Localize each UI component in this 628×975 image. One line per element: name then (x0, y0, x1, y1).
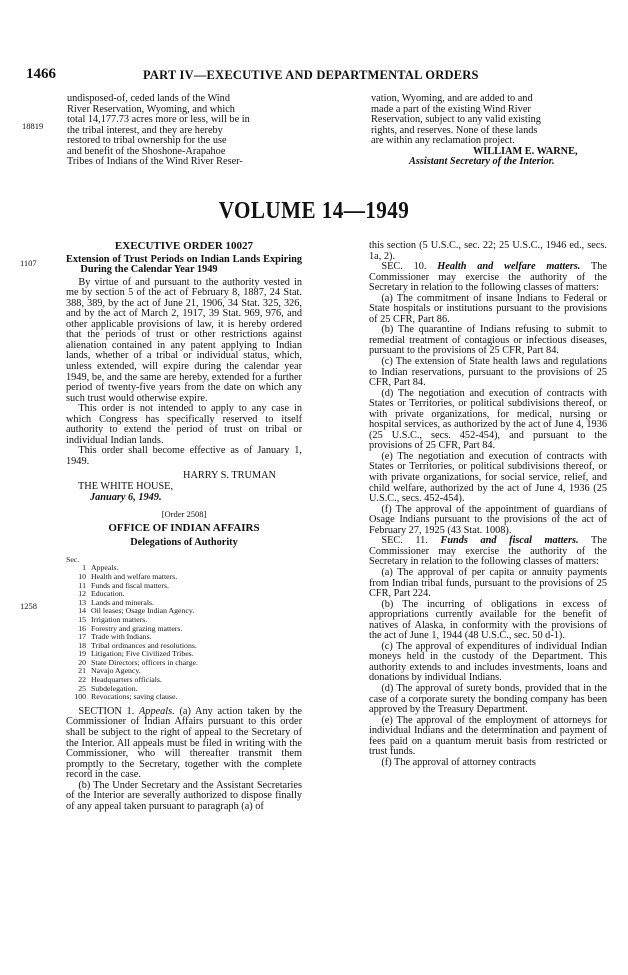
order-date: January 6, 1949. (90, 491, 162, 503)
list-item: 22 Headquarters officials. (78, 675, 162, 685)
paragraph: (e) The negotiation and execution of contracts with States or Territories, or political subdivisions thereof, or with private organizations, for social service, relief, and child welfare, authorized by the act of June 4, 1936 (25 U.S.C., secs. 452-454). (369, 450, 607, 505)
left-column (66, 241, 302, 812)
paragraph: (f) The approval of the appointment of guardians of Osage Indians pursuant to the provisions of the act of February 27, 1925 (43 Stat. 1008). (369, 503, 607, 536)
list-item: 21 Navajo Agency. (78, 666, 141, 676)
list-item: 19 Litigation; Five Civilized Tribes. (78, 649, 194, 659)
paragraph: This order is not intended to apply to any case in which Congress has specifically reserved to itself authority to extend the period of trust on tribal or individual Indian lands. (66, 403, 302, 446)
list-item: 18 Tribal ordinances and resolutions. (78, 640, 197, 650)
list-item: 15 Irrigation matters. (78, 614, 148, 624)
paragraph: (b) The incurring of obligations in excess of appropriations currently available for the benefit of natives of Alaska, in conformity with the provisions of the act of June 1, 1944 (48 U.S.C., sec. 50 d-1). (369, 598, 607, 642)
order-title: EXECUTIVE ORDER 10027 (114, 240, 254, 252)
office-title: OFFICE OF INDIAN AFFAIRS (108, 521, 260, 534)
order-number: [Order 2508] (161, 509, 207, 520)
list-item: 14 Oil leases; Osage Indian Agency. (78, 606, 195, 616)
contents-list (66, 556, 302, 702)
paragraph: (b) The Under Secretary and the Assistant Secretaries of the Interior are severally authorized to dispose finally of any appeal taken pursuant to paragraph (a) of (66, 779, 302, 812)
paragraph: (f) The approval of attorney contracts (381, 756, 536, 768)
margin-note: 1258 (20, 601, 37, 611)
paragraph: (c) The extension of State health laws and regulations to Indian reservations, pursuant to the provisions of 25 CFR, Part 84. (369, 356, 607, 389)
top-left-text: undisposed-of, ceded lands of the Wind River Reservation, Wyoming, and which total 14,177.73 acres more or less, will be in the tribal interest, and they are hereby restored to tribal ownership for the use and benefit of the Shoshone-Arapahoe Tribes of Indians of the Wind River Reser- (67, 93, 250, 168)
right-column (369, 241, 607, 768)
list-item: 20 State Directors; officers in charge. (78, 657, 198, 667)
page-number: 1466 (26, 66, 56, 82)
paragraph: (e) The approval of the employment of attorneys for individual Indians and the determination and payment of fees paid on a quantum meruit basis from restricted or trust funds. (369, 714, 607, 758)
paragraph: (d) The negotiation and execution of contracts with States or Territories, or political subdivisions thereof, or with private organizations, for medical, nursing or hospital services, as authorized by the act of June 4, 1936 (25 U.S.C., secs. 452-454), and pursuant to the provisions of 25 CFR, Part 84. (369, 387, 607, 452)
list-item: 11 Funds and fiscal matters. (78, 580, 169, 590)
list-item: 100 Revocations; saving clause. (74, 692, 178, 702)
section-10: SEC. 10. Health and welfare matters. The Commissioner may exercise the authority of the Secretary in relation to the following classes of matters: (369, 261, 607, 294)
paragraph: (c) The approval of expenditures of individual Indian moneys held in the custody of the Department. This authority extends to and includes investments, loans and donations by individual Indians. (369, 640, 607, 684)
paragraph: (a) The approval of per capita or annuity payments from Indian tribal funds, pursuant to the provisions of 25 CFR, Part 224. (369, 566, 607, 600)
signature-title: Assistant Secretary of the Interior. (409, 156, 555, 168)
list-item: 13 Lands and minerals. (78, 597, 155, 607)
signature-name: WILLIAM E. WARNE, (473, 145, 578, 157)
sec-label: Sec. (66, 554, 80, 564)
running-head: PART IV—EXECUTIVE AND DEPARTMENTAL ORDERS (143, 68, 479, 82)
paragraph: this section (5 U.S.C., sec. 22; 25 U.S.C., 1946 ed., secs. 1a, 2). (369, 240, 607, 262)
paragraph: This order shall become effective as of January 1, 1949. (66, 445, 302, 467)
list-item: 12 Education. (78, 589, 125, 599)
section-11: SEC. 11. Funds and fiscal matters. The Commissioner may exercise the authority of the Secretary in relation to the following classes of matters: (369, 535, 607, 568)
list-item: 25 Subdelegation. (78, 683, 138, 693)
margin-note: 18819 (22, 121, 44, 131)
signer: HARRY S. TRUMAN (183, 470, 276, 482)
paragraph: By virtue of and pursuant to the authority vested in me by section 5 of the act of February 8, 1887, 24 Stat. 388, 389, by the act of June 21, 1906, 34 Stat. 325, 326, and by the act of March 2, 1917, 39 Stat. 969, 976, and other applicable provisions of law, it is hereby ordered that the periods of trust or other restrictions against alienation contained in any patent applying to Indian lands, whether of a tribal or individual status, which, unless extended, will expire during the calendar year 1949, be, and the same are hereby, extended for a further period of twenty-five years from the date on which any such trust would otherwise expire. (66, 276, 302, 404)
white-house: THE WHITE HOUSE, (78, 481, 174, 493)
order-subject: Extension of Trust Periods on Indian Lands Expiring During the Calendar Year 1949 (66, 253, 302, 276)
list-item: 16 Forestry and grazing matters. (78, 623, 183, 633)
list-item: 10 Health and welfare matters. (78, 571, 178, 581)
top-right-text: vation, Wyoming, and are added to and made a part of the existing Wind River Reservation, subject to any valid existing rights, and reserves. None of these lands are within any reclamation project. WILLIAM E. WARNE, Assistant Secretary of the Interior. (371, 94, 616, 168)
volume-title: VOLUME 14—1949 (218, 198, 410, 224)
paragraph: (d) The approval of surety bonds, provided that in the case of a corporate surety the bonding company has been approved by the Treasury Department. (369, 682, 607, 716)
margin-note: 1107 (20, 258, 37, 268)
section-1: SECTION 1. Appeals. (a) Any action taken by the Commissioner of Indian Affairs pursuant to this order shall be subject to the right of appeal to the Secretary of the Interior. All appeals must be filed in writing with the Commissioner, who will thereafter transmit them promptly to the Secretary, together with the complete record in the case. (66, 705, 302, 781)
paragraph: (b) The quarantine of Indians refusing to submit to remedial treatment of contagious or infectious diseases, pursuant to the provisions of 25 CFR, Part 84. (369, 324, 607, 357)
list-item: 1 Appeals. (82, 563, 119, 573)
delegations-title: Delegations of Authority (130, 537, 238, 549)
list-item: 17 Trade with Indians. (78, 632, 152, 642)
paragraph: (a) The commitment of insane Indians to Federal or State hospitals or institutions pursuant to the provisions of 25 CFR, Part 86. (369, 292, 607, 325)
